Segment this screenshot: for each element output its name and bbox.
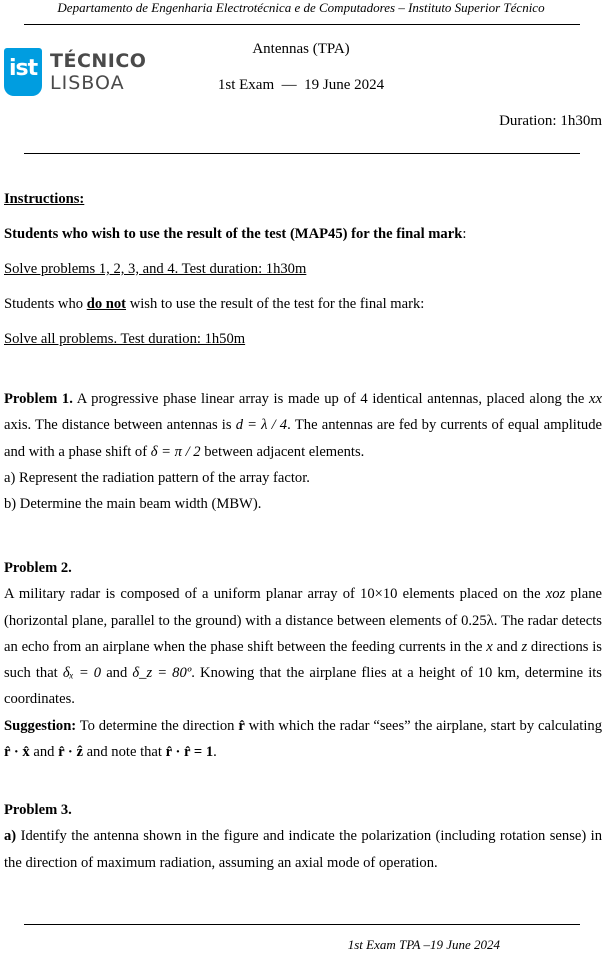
equation-delta: δ = π / 2 — [150, 443, 201, 460]
problem-1-part-b: b) Determine the main beam width (MBW). — [4, 496, 262, 513]
instructions-group2: Students who do not wish to use the result of the test for the final mark: — [4, 296, 425, 312]
exam-duration: Duration: 1h30m — [499, 113, 602, 129]
logo-text-line2: LISBOA — [50, 72, 125, 94]
course-title: Antennas (TPA) — [252, 41, 350, 57]
equation-delta-x: δₓ = 0 — [62, 665, 102, 682]
page-footer: 1st Exam TPA –19 June 2024 — [347, 937, 500, 952]
problem-2: Problem 2. A military radar is composed of a uniform planar array of 10×10 elements placed on the xoz plane (horizontal plane, parallel to the ground) with a distance between elements of 0.25λ. The radar detects an echo from an airplane when the phase shift between the feeding currents in the x and z directions is such that δₓ = 0 and δ_z = 80º. Knowing that the airplane flies at a height of 10 km, determine its coordinates. Suggestion: To determine the direction r̂ with which the radar “sees” the airplane, start by calculating r̂ · x̂ and r̂ · ẑ and note that r̂ · r̂ = 1. — [4, 560, 602, 761]
group1-heading: Students who wish to use the result of the test (MAP45) for the final mark — [4, 226, 463, 242]
problem-1-part-a: a) Represent the radiation pattern of the array factor. — [4, 469, 310, 486]
equation-spacing: 0.25λ — [461, 612, 494, 629]
group2-task: Solve all problems. Test duration: 1h50m — [4, 331, 246, 347]
problem-3 — [4, 797, 602, 876]
problem-3-part-a-label: a) — [4, 828, 17, 845]
ist-logo-mark: ist — [4, 48, 42, 96]
equation-d: d = λ / 4 — [235, 417, 288, 434]
logo-text-line1: TÉCNICO — [50, 50, 147, 72]
equation-r-dot-x: r̂ · x̂ — [4, 744, 30, 761]
equation-r-dot-z: r̂ · ẑ — [58, 744, 83, 761]
problem-1: Problem 1. A progressive phase linear array is made up of 4 identical antennas, placed along the xx axis. The distance between antennas is d = λ / 4. The antennas are fed by currents of equal amplitude and with a phase shift of δ = π / 2 between adjacent elements. a) Represent the radiation pattern of the array factor. b) Determine the main beam width (MBW). — [4, 391, 602, 513]
page-header: Departamento de Engenharia Electrotécnica e de Computadores – Instituto Superior Técnico — [57, 0, 545, 15]
problem-1-title: Problem 1. — [4, 391, 73, 407]
equation-r-hat: r̂ — [238, 717, 245, 734]
footer-rule — [24, 924, 580, 925]
instructions-group1: Students who wish to use the result of the test (MAP45) for the final mark: — [4, 226, 467, 242]
do-not-emphasis: do not — [86, 296, 127, 312]
equation-delta-z: δ_z = 80º — [132, 665, 192, 682]
problem-2-title: Problem 2. — [4, 560, 72, 576]
exam-session: 1st Exam — 19 June 2024 — [217, 77, 385, 93]
group1-task: Solve problems 1, 2, 3, and 4. Test duration: 1h30m — [4, 261, 307, 277]
problem-3-title: Problem 3. — [4, 802, 72, 818]
equation-r-dot-r: r̂ · r̂ = 1 — [165, 744, 214, 761]
title-rule — [24, 153, 580, 154]
suggestion-label: Suggestion: — [4, 717, 77, 734]
problem-3-part-a: Identify the antenna shown in the figure and indicate the polarization (including rotation sense) in the direction of maximum radiation, assuming an axial mode of operation. — [4, 828, 602, 871]
instructions-title: Instructions: — [4, 191, 85, 207]
equation-array-size: 10×10 — [360, 586, 398, 603]
header-rule — [24, 24, 580, 25]
